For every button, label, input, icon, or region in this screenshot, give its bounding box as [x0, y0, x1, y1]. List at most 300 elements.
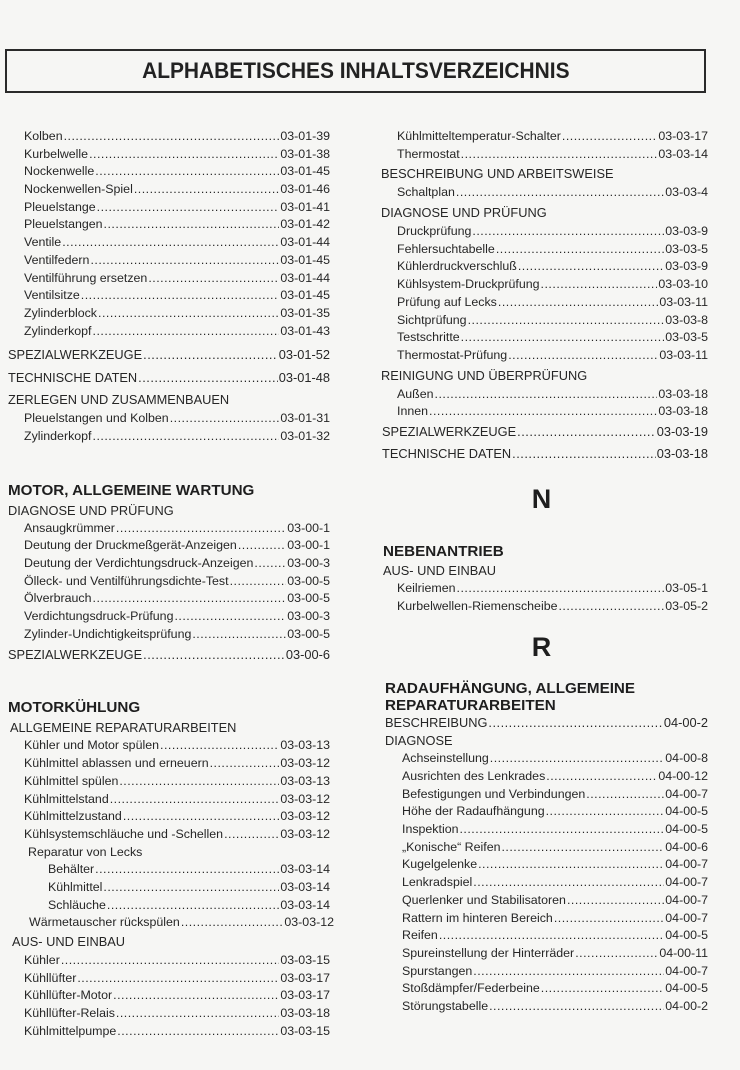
leader-dots	[81, 287, 280, 305]
index-entry[interactable]	[0, 626, 330, 644]
entry-label: Pleuelstangen	[24, 217, 103, 232]
entry-label: Pleuelstange	[24, 199, 96, 214]
entry-label: Thermostat	[397, 146, 460, 161]
index-entry[interactable]	[0, 252, 330, 270]
entry-page: 03-03-5	[665, 241, 708, 256]
entry-label: Zylinderkopf	[24, 428, 92, 443]
index-entry[interactable]	[380, 874, 708, 892]
entry-page: 03-03-12	[280, 756, 330, 771]
index-entry[interactable]	[0, 608, 330, 626]
index-entry[interactable]	[0, 181, 330, 199]
entry-label: Zylinderkopf	[24, 323, 92, 338]
entry-label: Kolben	[24, 129, 63, 143]
leader-dots	[98, 305, 279, 323]
index-entry[interactable]	[0, 234, 330, 252]
index-entry[interactable]	[0, 1005, 330, 1023]
index-entry[interactable]	[375, 184, 708, 202]
leader-dots	[496, 241, 664, 259]
index-entry-technische-daten[interactable]	[0, 366, 330, 389]
index-entry[interactable]	[375, 312, 708, 330]
entry-page: 04-00-12	[658, 769, 708, 783]
entry-label: Ventilfedern	[24, 252, 90, 267]
index-entry[interactable]	[380, 892, 708, 910]
entry-label: Kühllüfter	[24, 970, 77, 985]
entry-page: 03-01-31	[280, 411, 330, 426]
leader-dots	[134, 181, 280, 199]
entry-list	[0, 410, 330, 445]
index-entry-spezialwerkzeuge-r[interactable]	[375, 421, 708, 443]
leader-dots	[119, 773, 279, 791]
entry-list	[375, 386, 708, 421]
index-entry[interactable]	[0, 590, 330, 608]
entry-page: 03-03-12	[284, 915, 334, 930]
section-heading-nebenantrieb: NEBENANTRIEB	[383, 542, 504, 560]
leader-dots	[541, 980, 665, 998]
index-entry[interactable]	[375, 347, 708, 365]
entry-label: Kurbelwelle	[24, 146, 89, 161]
index-entry[interactable]	[0, 755, 330, 773]
index-entry[interactable]	[380, 963, 708, 981]
section-heading-motor-wartung: MOTOR, ALLGEMEINE WARTUNG	[8, 481, 255, 499]
entry-label: Thermostat-Prüfung	[397, 347, 508, 362]
entry-page: 03-03-14	[280, 879, 330, 894]
entry-page: 03-03-9	[665, 224, 708, 239]
entry-page: 03-03-13	[280, 738, 330, 753]
leader-dots	[554, 910, 664, 928]
entry-label: Kugelgelenke	[402, 857, 478, 872]
entry-label: Kühlsystemschläuche und -Schellen	[24, 826, 224, 841]
section-heading-radaufhaengung	[375, 680, 708, 714]
category-diagnose: DIAGNOSE	[385, 733, 453, 749]
entry-label: Kühlmitteltemperatur-Schalter	[397, 129, 561, 143]
leader-dots	[90, 252, 279, 270]
entry-label: Sichtprüfung	[397, 312, 467, 327]
entry-list	[375, 580, 708, 615]
entry-page: 04-00-11	[659, 945, 708, 960]
index-entry[interactable]	[0, 323, 330, 341]
entry-list	[375, 128, 708, 163]
leader-dots	[95, 861, 279, 879]
entry-page: 04-00-7	[665, 786, 708, 801]
leader-dots	[160, 737, 279, 755]
entry-list	[375, 184, 708, 202]
entry-label: Kühllüfter-Motor	[24, 988, 113, 1003]
entry-label: BESCHREIBUNG	[385, 715, 488, 731]
entry-page: 03-01-45	[280, 288, 330, 303]
entry-page: 03-03-8	[665, 312, 708, 327]
index-entry[interactable]	[0, 970, 330, 988]
entry-label: Lenkradspiel	[402, 875, 473, 890]
category-beschreibung: BESCHREIBUNG UND ARBEITSWEISE	[381, 166, 614, 182]
index-entry[interactable]	[0, 287, 330, 305]
entry-page: 03-03-18	[658, 386, 708, 401]
entry-page: 03-01-41	[280, 199, 330, 214]
entry-label: SPEZIALWERKZEUGE	[8, 647, 143, 663]
index-entry-beschreibung[interactable]	[375, 714, 708, 732]
right-column	[375, 128, 708, 1016]
leader-dots	[192, 626, 286, 644]
leader-dots	[93, 428, 280, 446]
entry-page: 03-03-17	[280, 988, 330, 1003]
letter-divider-r: R	[531, 632, 552, 663]
entry-page: 03-01-45	[280, 164, 330, 179]
leader-dots	[64, 128, 280, 146]
leader-dots	[61, 952, 280, 970]
leader-dots	[478, 856, 664, 874]
entry-page: 03-03-17	[280, 970, 330, 985]
entry-page: 03-00-1	[287, 520, 330, 535]
entry-page: 03-03-18	[656, 445, 708, 461]
entry-label: Inspektion	[402, 822, 459, 837]
entry-page: 03-01-38	[280, 146, 330, 161]
leader-dots	[468, 312, 665, 330]
entry-page: 03-03-12	[280, 809, 330, 824]
leader-dots	[461, 146, 658, 164]
index-entry[interactable]	[375, 294, 708, 312]
index-entry[interactable]	[0, 163, 330, 181]
leader-dots	[472, 223, 664, 241]
leader-dots	[498, 294, 658, 312]
entry-label: Druckprüfung	[397, 224, 472, 239]
entry-label: Kühlsystem-Druckprüfung	[397, 277, 540, 292]
index-entry[interactable]	[0, 573, 330, 591]
index-entry[interactable]	[0, 199, 330, 217]
index-entry[interactable]	[0, 428, 330, 446]
leader-dots	[62, 234, 279, 252]
entry-list	[0, 861, 330, 914]
index-entry[interactable]	[0, 808, 330, 826]
index-entry[interactable]	[380, 786, 708, 804]
entry-label: Deutung der Druckmeßgerät-Anzeigen	[24, 538, 237, 553]
leader-dots	[490, 750, 664, 768]
entry-page: 03-01-39	[280, 129, 330, 143]
entry-page: 03-01-46	[280, 182, 330, 197]
index-entry[interactable]	[380, 750, 708, 768]
entry-page: 03-01-35	[280, 305, 330, 320]
index-entry[interactable]	[0, 879, 330, 897]
leader-dots	[541, 276, 658, 294]
leader-dots	[501, 839, 664, 857]
leader-dots	[546, 803, 665, 821]
entry-label: Kühlmittel ablassen und erneuern	[24, 756, 209, 771]
entry-label: Kühlmittelpumpe	[24, 1023, 117, 1038]
leader-dots	[254, 555, 286, 573]
entry-page: 03-00-5	[287, 591, 330, 606]
letter-divider-n: N	[531, 483, 552, 514]
category-reparatur: ALLGEMEINE REPARATURARBEITEN	[10, 720, 237, 736]
category-ausbau: AUS- UND EINBAU	[12, 934, 126, 949]
entry-label: Kühler und Motor spülen	[24, 738, 160, 753]
entry-label: Rattern im hinteren Bereich	[402, 910, 553, 925]
leader-dots	[562, 128, 657, 146]
entry-page: 03-00-3	[287, 609, 330, 624]
leader-dots	[93, 323, 280, 341]
leader-dots	[89, 146, 279, 164]
entry-label: Reparatur von Lecks	[28, 844, 143, 859]
entry-label: Ventile	[24, 235, 62, 250]
entry-label: Stoßdämpfer/Federbeine	[402, 981, 540, 996]
index-entry[interactable]	[0, 952, 330, 970]
entry-page: 03-01-43	[280, 323, 330, 338]
leader-dots	[123, 808, 280, 826]
index-entry[interactable]	[380, 998, 708, 1016]
index-entry-spezialwerkzeuge[interactable]	[0, 343, 330, 366]
entry-page: 04-00-7	[665, 857, 708, 872]
leader-dots	[174, 608, 286, 626]
entry-page: 04-00-7	[665, 875, 708, 890]
left-column	[0, 128, 334, 1040]
entry-page: 04-00-5	[665, 822, 708, 837]
leader-dots	[116, 1005, 279, 1023]
index-entry[interactable]	[375, 223, 708, 241]
index-entry[interactable]	[375, 276, 708, 294]
leader-dots	[586, 786, 664, 804]
entry-label: Keilriemen	[397, 580, 456, 595]
entry-label: SPEZIALWERKZEUGE	[382, 423, 517, 439]
entry-label: Spurstangen	[402, 963, 473, 978]
index-entry[interactable]	[0, 555, 330, 573]
entry-list	[0, 952, 330, 1040]
index-entry[interactable]	[380, 910, 708, 928]
entry-page: 03-03-5	[665, 330, 708, 345]
entry-label: Nockenwellen-Spiel	[24, 182, 133, 197]
entry-label: SPEZIALWERKZEUGE	[8, 347, 143, 363]
entry-label: TECHNISCHE DATEN	[382, 445, 512, 461]
index-entry[interactable]	[380, 839, 708, 857]
index-entry[interactable]	[0, 270, 330, 288]
entry-page: 03-03-13	[280, 773, 330, 788]
entry-page: 04-00-5	[665, 928, 708, 943]
leader-dots	[473, 874, 664, 892]
category-ausbau: AUS- UND EINBAU	[383, 562, 497, 578]
leader-dots	[224, 826, 279, 844]
index-entry[interactable]	[0, 520, 330, 538]
entry-page: 03-00-6	[285, 647, 330, 663]
entry-label: Außen	[397, 386, 434, 401]
entry-page: 03-03-19	[656, 423, 708, 439]
entry-label: TECHNISCHE DATEN	[8, 370, 138, 386]
entry-label: Kühllüfter-Relais	[24, 1006, 115, 1021]
entry-label: Befestigungen und Verbindungen	[402, 786, 586, 801]
leader-dots	[238, 537, 286, 555]
page-title: ALPHABETISCHES INHALTSVERZEICHNIS	[141, 58, 570, 83]
entry-page: 04-00-2	[665, 998, 708, 1013]
leader-dots	[97, 199, 280, 217]
entry-label: Ventilführung ersetzen	[24, 270, 148, 285]
heading-line: RADAUFHÄNGUNG, ALLGEMEINE	[385, 680, 636, 698]
entry-page: 03-03-9	[665, 259, 708, 274]
page-title-box	[5, 49, 706, 93]
entry-label: Verdichtungsdruck-Prüfung	[24, 609, 174, 624]
category-reinigung: REINIGUNG UND ÜBERPRÜFUNG	[381, 367, 588, 383]
entry-page: 03-01-48	[278, 370, 330, 386]
index-entry[interactable]	[375, 146, 708, 164]
leader-dots	[518, 258, 664, 276]
index-entry[interactable]	[0, 305, 330, 323]
index-entry[interactable]	[0, 410, 330, 428]
entry-page: 03-05-2	[665, 598, 708, 613]
leader-dots	[512, 443, 656, 465]
index-entry[interactable]	[375, 329, 708, 347]
entry-label: Höhe der Radaufhängung	[402, 804, 545, 819]
subcategory-lecks	[0, 844, 330, 862]
entry-label: Kühlmittelstand	[24, 791, 109, 806]
index-entry[interactable]	[375, 128, 708, 146]
index-entry[interactable]	[380, 945, 708, 963]
leader-dots	[107, 897, 280, 915]
index-entry[interactable]	[0, 146, 330, 164]
entry-label: Nockenwelle	[24, 164, 95, 179]
entry-label: Querlenker und Stabilisatoren	[402, 892, 566, 907]
entry-page: 03-03-14	[280, 897, 330, 912]
entry-page: 04-00-6	[665, 839, 708, 854]
entry-label: Behälter	[48, 862, 95, 877]
entry-label: Kühlerdruckverschluß	[397, 259, 517, 274]
leader-dots	[95, 163, 279, 181]
leader-dots	[143, 343, 278, 366]
leader-dots	[138, 366, 278, 389]
entry-label: „Konische“ Reifen	[402, 839, 501, 854]
entry-page: 03-00-1	[287, 538, 330, 553]
index-entry[interactable]	[0, 861, 330, 879]
category-zerlegen: ZERLEGEN UND ZUSAMMENBAUEN	[8, 392, 230, 408]
index-entry[interactable]	[0, 737, 330, 755]
entry-page: 03-03-12	[280, 791, 330, 806]
index-entry[interactable]	[375, 580, 708, 598]
entry-page: 04-00-2	[663, 715, 708, 731]
entry-page: 04-00-7	[665, 910, 708, 925]
entry-page: 03-03-14	[658, 146, 708, 161]
leader-dots	[435, 386, 658, 404]
leader-dots	[489, 998, 664, 1016]
entry-page: 03-01-44	[280, 270, 330, 285]
leader-dots	[143, 643, 285, 666]
index-entry[interactable]	[375, 258, 708, 276]
leader-dots	[439, 927, 664, 945]
entry-label: Störungstabelle	[402, 998, 489, 1013]
leader-dots	[210, 755, 280, 773]
entry-page: 04-00-7	[665, 963, 708, 978]
entry-label: Fehlersuchtabelle	[397, 241, 495, 256]
entry-page: 03-03-11	[659, 294, 708, 309]
leader-dots	[93, 590, 287, 608]
entry-label: Zylinderblock	[24, 305, 97, 320]
entry-page: 03-03-15	[280, 953, 330, 967]
index-entry[interactable]	[380, 821, 708, 839]
index-entry[interactable]	[0, 987, 330, 1005]
entry-list	[0, 520, 330, 644]
index-entry[interactable]	[0, 791, 330, 809]
index-entry[interactable]	[0, 826, 330, 844]
entry-page: 03-01-32	[280, 428, 330, 443]
category-diagnose: DIAGNOSE UND PRÜFUNG	[381, 205, 547, 221]
entry-page: 03-01-45	[280, 252, 330, 267]
index-entry[interactable]	[380, 803, 708, 821]
index-entry[interactable]	[375, 241, 708, 259]
index-entry[interactable]	[380, 927, 708, 945]
index-entry[interactable]	[375, 403, 708, 421]
entry-page: 03-03-10	[658, 277, 708, 292]
index-entry[interactable]	[375, 386, 708, 404]
index-entry-technische-daten-r[interactable]	[375, 443, 708, 465]
leader-dots	[429, 403, 657, 421]
leader-dots	[117, 1023, 279, 1041]
index-entry-spezialwerkzeuge-wartung[interactable]	[0, 643, 330, 666]
entry-label: Testschritte	[397, 330, 460, 345]
leader-dots	[459, 821, 664, 839]
entry-page: 03-03-4	[665, 185, 708, 200]
entry-label: Spureinstellung der Hinterräder	[402, 945, 575, 960]
entry-page: 03-05-1	[665, 580, 708, 595]
leader-dots	[546, 768, 657, 786]
leader-dots	[148, 270, 279, 288]
entry-page: 04-00-8	[665, 751, 708, 766]
leader-dots	[103, 879, 279, 897]
leader-dots	[181, 914, 284, 932]
index-entry[interactable]	[380, 856, 708, 874]
index-entry[interactable]	[380, 768, 708, 786]
leader-dots	[461, 329, 665, 347]
entry-label: Ausrichten des Lenkrades	[402, 769, 546, 783]
entry-page: 03-00-3	[287, 556, 330, 570]
entry-page: 03-00-5	[287, 573, 330, 588]
entry-label: Kurbelwellen-Riemenscheibe	[397, 598, 558, 613]
entry-page: 03-03-18	[658, 404, 708, 419]
leader-dots	[170, 410, 280, 428]
leader-dots	[508, 347, 658, 365]
entry-label: Ventilsitze	[24, 288, 80, 303]
leader-dots	[116, 520, 286, 538]
index-entry[interactable]	[0, 897, 330, 915]
section-heading-motorkuehlung: MOTORKÜHLUNG	[8, 699, 141, 717]
entry-page: 03-01-52	[278, 347, 330, 363]
leader-dots	[488, 714, 662, 732]
leader-dots	[104, 216, 280, 234]
leader-dots	[558, 598, 664, 616]
entry-list	[0, 128, 330, 340]
entry-page: 03-03-15	[280, 1023, 330, 1038]
index-entry[interactable]	[0, 1023, 330, 1041]
entry-label: Kühler	[24, 953, 60, 967]
index-entry-waermetauscher[interactable]	[0, 914, 334, 932]
index-entry[interactable]	[380, 980, 708, 998]
entry-label: Kühlmittel	[48, 879, 103, 894]
entry-list	[0, 737, 330, 843]
entry-label: Achseinstellung	[402, 751, 489, 766]
entry-page: 03-03-11	[659, 347, 708, 362]
entry-label: Kühlmittelzustand	[24, 809, 122, 824]
index-entry[interactable]	[0, 537, 330, 555]
entry-label: Ansaugkrümmer	[24, 520, 115, 535]
index-entry[interactable]	[0, 128, 330, 146]
index-entry[interactable]	[0, 773, 330, 791]
index-entry[interactable]	[0, 216, 330, 234]
entry-label: Zylinder-Undichtigkeitsprüfung	[24, 626, 192, 641]
index-entry[interactable]	[375, 598, 708, 616]
entry-label: Deutung der Verdichtungsdruck-Anzeigen	[24, 556, 254, 570]
leader-dots	[230, 573, 287, 591]
leader-dots	[517, 421, 656, 443]
leader-dots	[567, 892, 664, 910]
entry-label: Reifen	[402, 928, 438, 943]
entry-list	[375, 750, 708, 1015]
entry-page: 04-00-5	[665, 981, 708, 996]
entry-page: 03-03-18	[280, 1006, 330, 1021]
leader-dots	[575, 945, 658, 963]
leader-dots	[113, 987, 279, 1005]
entry-label: Ölleck- und Ventilführungsdichte-Test	[24, 573, 229, 588]
leader-dots	[110, 791, 280, 809]
